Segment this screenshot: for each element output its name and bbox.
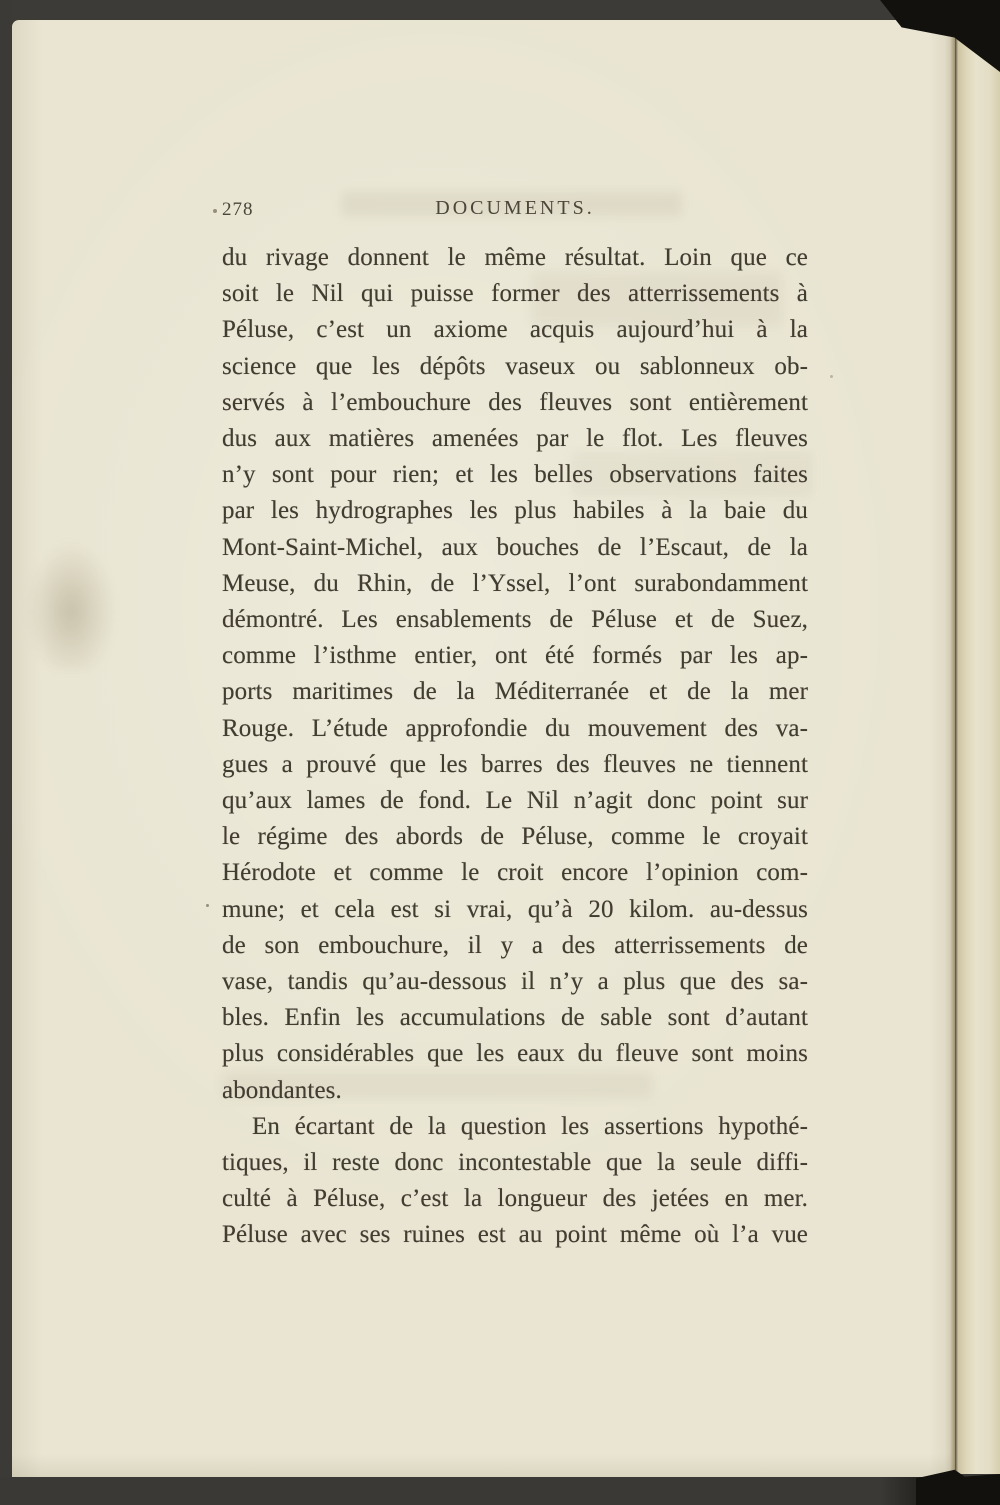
next-page-edge <box>958 26 1000 1474</box>
text-line: gues a prouvé que les barres des fleuves ne tiennent <box>222 750 808 778</box>
text-line: qu’aux lames de fond. Le Nil n’agit donc point sur <box>222 787 808 815</box>
text-line: par les hydrographes les plus habiles à la baie du <box>222 497 808 525</box>
text-line: du rivage donnent le même résultat. Loin que ce <box>222 244 808 271</box>
ink-speck <box>206 904 209 907</box>
text-line: Péluse avec ses ruines est au point même où l’a vue <box>222 1221 808 1249</box>
text-line: En écartant de la question les assertions hypothé- <box>252 1112 808 1140</box>
text-line: culté à Péluse, c’est la longueur des jetées en mer. <box>222 1185 808 1213</box>
text-line: Meuse, du Rhin, de l’Yssel, l’ont surabondamment <box>222 569 808 597</box>
scan-background-top <box>0 0 1000 22</box>
text-line: ports maritimes de la Méditerranée et de la mer <box>222 678 808 706</box>
text-line: Mont-Saint-Michel, aux bouches de l’Escaut, de la <box>222 533 808 561</box>
running-header: DOCUMENTS. <box>435 197 595 219</box>
text-line: servés à l’embouchure des fleuves sont entièrement <box>222 388 808 416</box>
text-line: abondantes. <box>222 1076 342 1104</box>
scan-background-bottom <box>0 1477 1000 1505</box>
text-line: Péluse, c’est un axiome acquis aujourd’hui à la <box>222 316 808 344</box>
text-line: soit le Nil qui puisse former des atterrissements à <box>222 280 808 308</box>
book-page <box>12 20 955 1478</box>
text-line: vase, tandis qu’au-dessous il n’y a plus que des sa- <box>222 968 808 996</box>
text-line: comme l’isthme entier, ont été formés par les ap- <box>222 642 808 670</box>
ink-speck <box>830 375 833 378</box>
text-line: tiques, il reste donc incontestable que la seule diffi- <box>222 1149 808 1177</box>
text-line: démontré. Les ensablements de Péluse et de Suez, <box>222 606 808 634</box>
scan-background-left <box>0 0 12 1478</box>
text-line: le régime des abords de Péluse, comme le croyait <box>222 823 808 851</box>
text-line: science que les dépôts vaseux ou sablonneux ob- <box>222 352 808 380</box>
page-number: 278 <box>222 199 254 220</box>
text-line: dus aux matières amenées par le flot. Les fleuves <box>222 425 808 453</box>
running-header-row <box>222 197 808 223</box>
text-line: Rouge. L’étude approfondie du mouvement des va- <box>222 714 808 742</box>
ink-speck <box>213 209 217 213</box>
text-line: mune; et cela est si vrai, qu’à 20 kilom. au-dessus <box>222 895 808 923</box>
paragraph <box>222 1109 808 1254</box>
paper-stain <box>26 540 116 670</box>
text-line: de son embouchure, il y a des atterrissements de <box>222 931 808 959</box>
text-line: Hérodote et comme le croit encore l’opinion com- <box>222 859 808 887</box>
page-text <box>222 240 808 1254</box>
text-line: bles. Enfin les accumulations de sable sont d’autant <box>222 1004 808 1032</box>
text-line: plus considérables que les eaux du fleuve sont moins <box>222 1040 808 1068</box>
paragraph <box>222 240 808 1109</box>
text-line: n’y sont pour rien; et les belles observations faites <box>222 461 808 489</box>
